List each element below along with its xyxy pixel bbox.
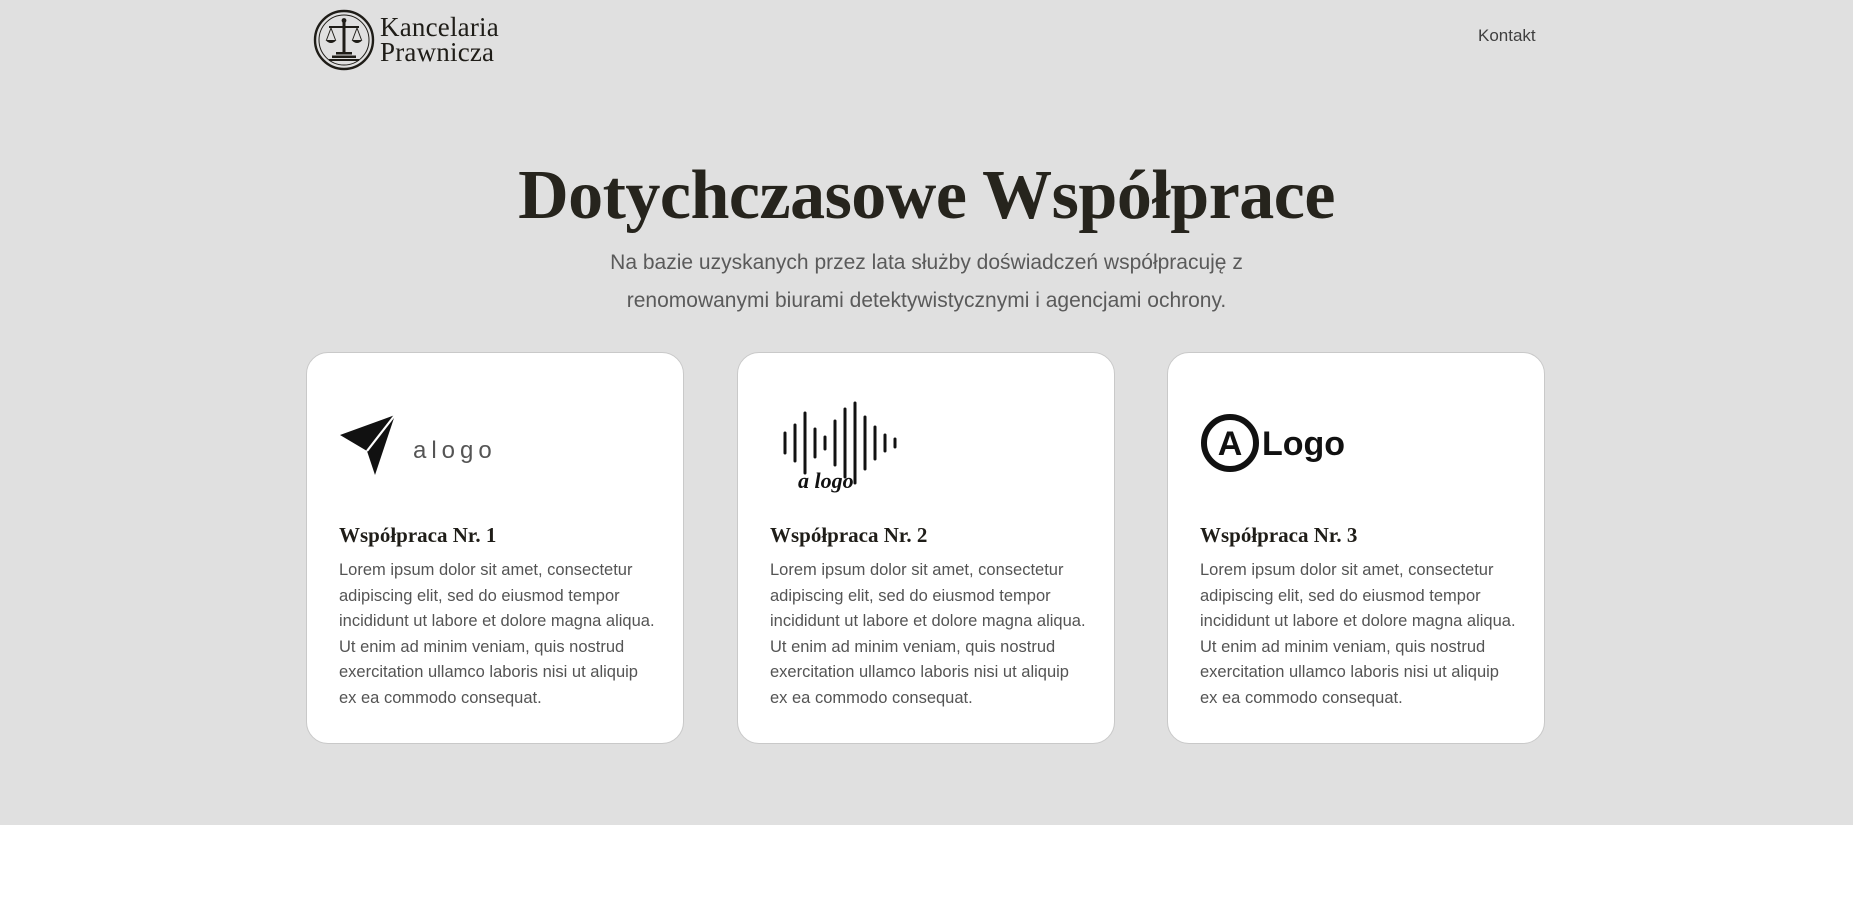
partner-logo-1 (337, 383, 537, 495)
brand-name (380, 12, 499, 67)
card-title: Współpraca Nr. 2 (770, 523, 928, 547)
card-text: Lorem ipsum dolor sit amet, consectetur adipiscing elit, sed do eiusmod tempor incididunt ut labore et dolore magna aliqua. Ut enim ad minim veniam, quis nostrud exercitation ullamco laboris nisi ut aliquip ex ea commodo consequat. (339, 561, 655, 707)
partner-card-3 (1167, 352, 1545, 744)
circle-a-icon (1204, 417, 1256, 469)
brand-name-line2: Prawnicza (380, 37, 495, 67)
brand-name-line1: Kancelaria (380, 12, 499, 42)
partner-logo-3 (1198, 383, 1398, 495)
partner-logo-3-text: Logo (1262, 425, 1346, 463)
partner-card-1 (306, 352, 684, 744)
card-text: Lorem ipsum dolor sit amet, consectetur adipiscing elit, sed do eiusmod tempor incididunt ut labore et dolore magna aliqua. Ut enim ad minim veniam, quis nostrud exercitation ullamco laboris nisi ut aliquip ex ea commodo consequat. (1200, 561, 1516, 707)
page-bottom-area (0, 825, 1853, 904)
page-title: Dotychczasowe Współprace (518, 157, 1335, 234)
card-text: Lorem ipsum dolor sit amet, consectetur adipiscing elit, sed do eiusmod tempor incididunt ut labore et dolore magna aliqua. Ut enim ad minim veniam, quis nostrud exercitation ullamco laboris nisi ut aliquip ex ea commodo consequat. (770, 561, 1086, 707)
nav-link-kontakt[interactable]: Kontakt (1478, 26, 1536, 45)
page-subtitle: Na bazie uzyskanych przez lata służby doświadczeń współpracuję z renomowanymi biurami detektywistycznymi i agencjami ochrony. (610, 251, 1243, 312)
partner-logo-3-letter: A (1217, 425, 1243, 463)
partner-card-2 (737, 352, 1115, 744)
card-title: Współpraca Nr. 3 (1200, 523, 1358, 547)
partner-logo-2 (768, 383, 968, 495)
partner-logo-2-text: a logo (798, 468, 854, 493)
scales-of-justice-icon (312, 8, 376, 72)
brand-logo-link[interactable] (312, 8, 499, 72)
partner-logo-1-text: alogo (413, 437, 497, 464)
card-title: Współpraca Nr. 1 (339, 523, 497, 547)
